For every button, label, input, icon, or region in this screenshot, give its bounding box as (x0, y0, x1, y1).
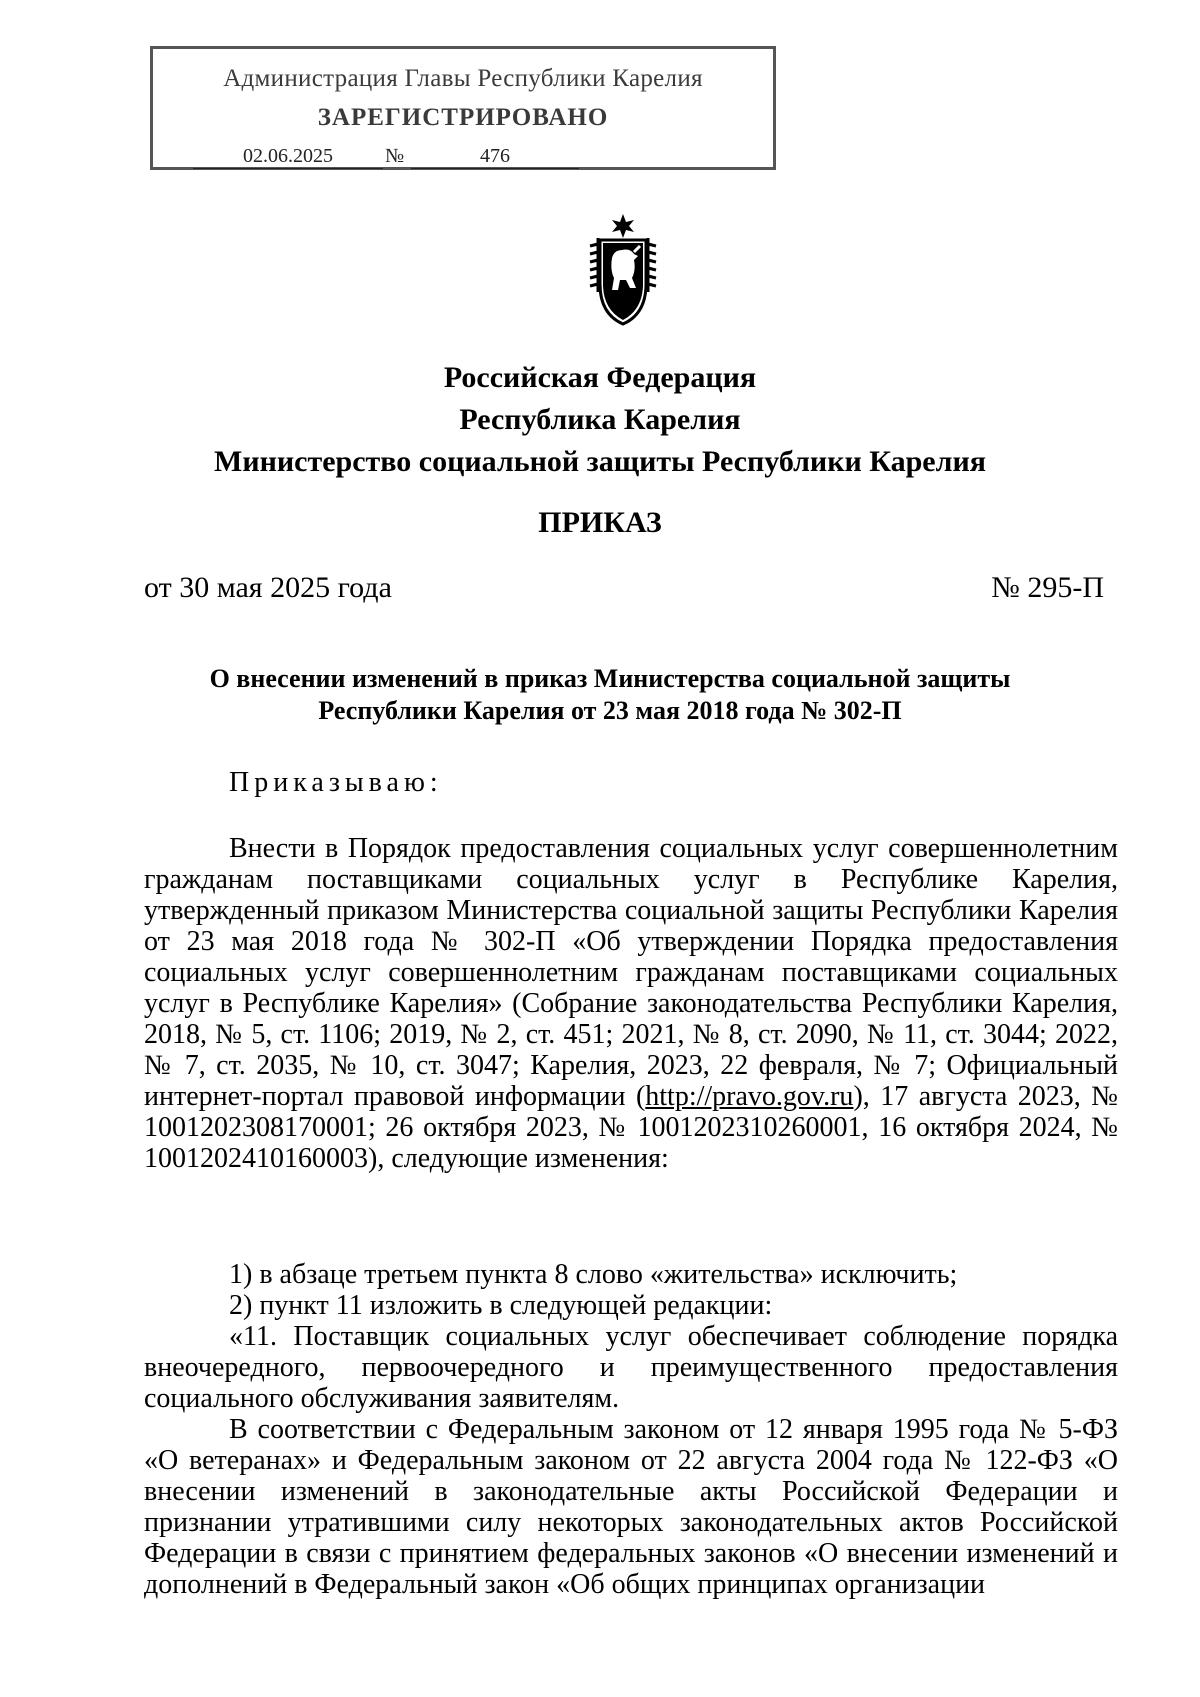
stamp-registration-line (193, 145, 753, 173)
document-type: ПРИКАЗ (538, 506, 662, 539)
change-item-2: 2) пункт 11 изложить в следующей редакции: (229, 1290, 773, 1321)
order-number: № 295-П (991, 571, 1104, 604)
stamp-authority: Администрация Главы Республики Карелия (223, 65, 703, 92)
orders-word: Приказываю: (229, 767, 443, 798)
header-country: Российская Федерация (443, 361, 757, 394)
order-subject (130, 663, 1090, 727)
change-item-1: 1) в абзаце третьем пункта 8 слово «жительства» исключить; (229, 1259, 958, 1290)
main-paragraph-text-end: ), 17 августа 2023, № 1001202308170001; 26 октября 2023, № 1001202310260001, 16 октября 2024, № 1001202410160003), следующие изменения: (144, 1081, 1118, 1174)
main-paragraph (144, 833, 1118, 1174)
order-date: от 30 мая 2025 года (144, 571, 392, 604)
registration-stamp (150, 46, 776, 170)
subject-line-2: Республики Карелия от 23 мая 2018 года № 302-П (318, 696, 902, 725)
coat-of-arms-icon (584, 212, 662, 330)
quoted-point-11: «11. Поставщик социальных услуг обеспечивает соблюдение порядка внеочередного, первоочередного и преимущественного предоставления социального обслуживания заявителям. (144, 1321, 1118, 1414)
stamp-number-sign: № (385, 145, 405, 167)
stamp-reg-date: 02.06.2025 (193, 145, 383, 169)
pravo-gov-link[interactable]: http://pravo.gov.ru (645, 1081, 854, 1112)
document-header (0, 357, 1200, 483)
header-ministry: Министерство социальной защиты Республики Карелия (214, 445, 986, 478)
main-paragraph-text-start: Внести в Порядок предоставления социальных услуг совершеннолетним гражданам поставщиками социальных услуг в Республике Карелия, утвержденный приказом Министерства социальной защиты Республики Карелия от 23 мая 2018 года № 302-П «Об утверждении Порядка предоставления социальных услуг совершеннолетним гражданам поставщиками социальных услуг в Республике Карелия» (Собрание законодательства Республики Карелия, 2018, № 5, ст. 1106; 2019, № 2, ст. 451; 2021, № 8, ст. 2090, № 11, ст. 3044; 2022, № 7, ст. 2035, № 10, ст. 3047; Карелия, 2023, 22 февраля, № 7; Официальный интернет-портал правовой информации ( (144, 833, 1118, 1112)
header-republic: Республика Карелия (459, 403, 741, 436)
stamp-reg-number: 476 (411, 145, 579, 169)
stamp-status: ЗАРЕГИСТРИРОВАНО (317, 104, 609, 131)
subject-line-1: О внесении изменений в приказ Министерства социальной защиты (209, 664, 1011, 693)
legal-basis-paragraph: В соответствии с Федеральным законом от 12 января 1995 года № 5-ФЗ «О ветеранах» и Федеральным законом от 22 августа 2004 года № 122-ФЗ «О внесении изменений в законодательные акты Российской Федерации и признании утратившими силу некоторых законодательных актов Российской Федерации в связи с принятием федеральных законов «О внесении изменений и дополнений в Федеральный закон «Об общих принципах организации (144, 1414, 1118, 1600)
